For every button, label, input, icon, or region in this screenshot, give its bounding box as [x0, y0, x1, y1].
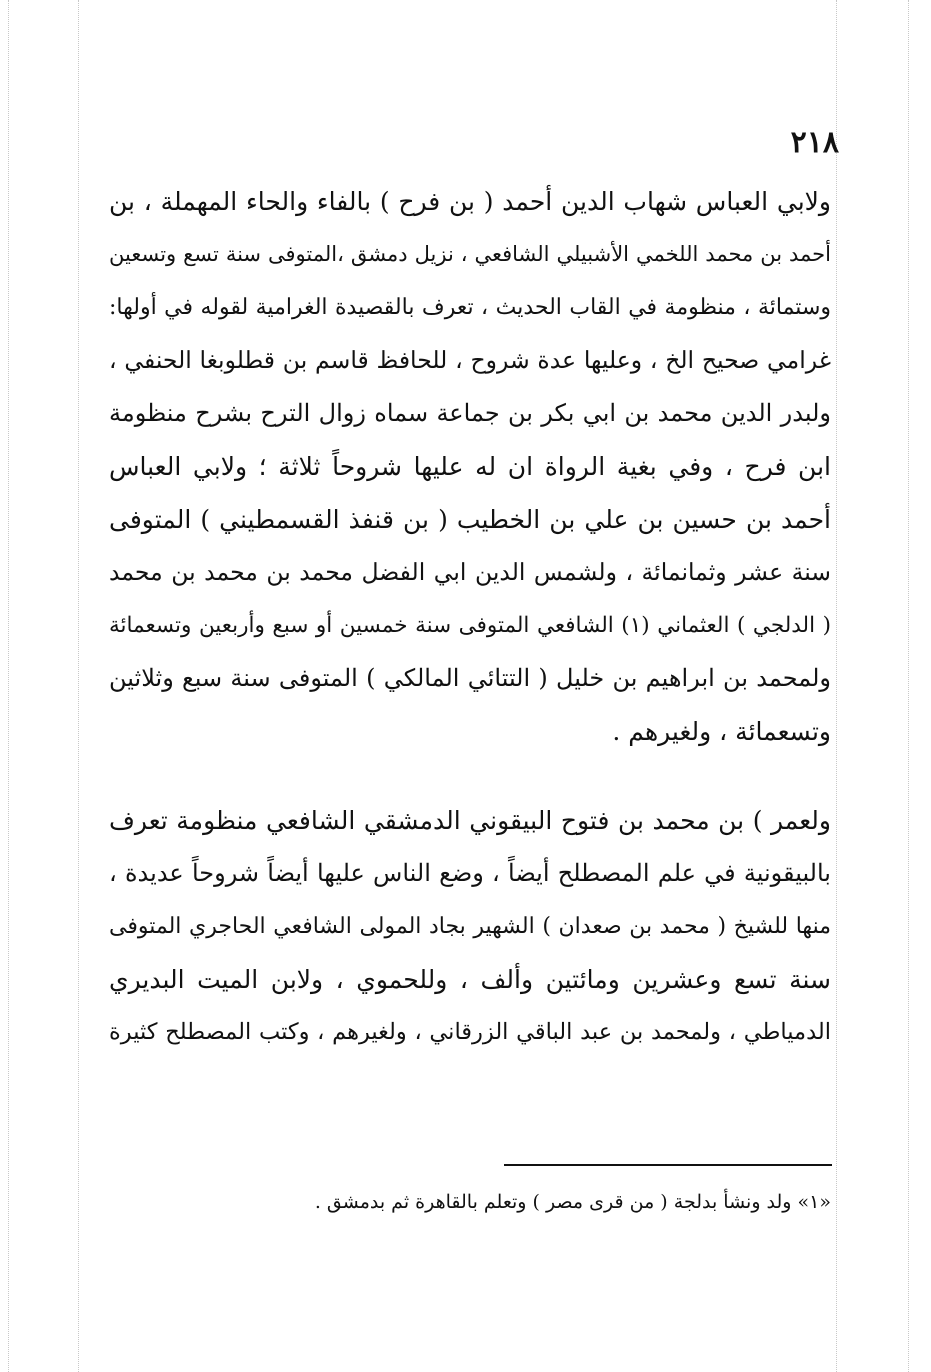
text-line: وتسعمائة ، ولغيرهم .: [612, 717, 831, 746]
text-line: بالبيقونية في علم المصطلح أيضاً ، وضع الناس عليها أيضاً شروحاً عديدة ،: [109, 859, 831, 887]
text-line: الدمياطي ، ولمحمد بن عبد الباقي الزرقاني ، ولغيرهم ، وكتب المصطلح كثيرة: [109, 1019, 831, 1045]
text-line: ولمحمد بن ابراهيم بن خليل ( التتائي المالكي ) المتوفى سنة سبع وثلاثين: [109, 664, 831, 692]
footnote-divider: [504, 1164, 832, 1166]
text-line: ابن فرح ، وفي بغية الرواة ان له عليها شروحاً ثلاثة ؛ ولابي العباس: [109, 452, 831, 481]
text-line: ولبدر الدين محمد بن ابي بكر بن جماعة سماه زوال الترح بشرح منظومة: [109, 399, 831, 427]
scan-guide-line: [908, 0, 909, 1372]
text-line: سنة تسع وعشرين ومائتين وألف ، وللحموي ، ولابن الميت البديري: [109, 965, 831, 994]
text-line: ولعمر ) بن محمد بن فتوح البيقوني الدمشقي الشافعي منظومة تعرف: [109, 806, 831, 835]
scan-guide-line: [78, 0, 79, 1372]
footnote: «١» ولد ونشأ بدلجة ( من قرى مصر ) وتعلم بالقاهرة ثم بدمشق .: [314, 1191, 831, 1213]
paragraph: [109, 175, 831, 758]
scan-guide-line: [836, 0, 837, 1372]
text-line: غرامي صحيح الخ ، وعليها عدة شروح ، للحافظ قاسم بن قطلوبغا الحنفي ،: [109, 346, 831, 374]
text-line: أحمد بن محمد اللخمي الأشبيلي الشافعي ، نزيل دمشق ،المتوفى سنة تسع وتسعين: [109, 242, 831, 266]
text-line: أحمد بن حسين بن علي بن الخطيب ( بن قنفذ القسمطيني ) المتوفى: [109, 505, 831, 534]
text-line: منها للشيخ ( محمد بن صعدان ) الشهير بجاد المولى الشافعي الحاجري المتوفى: [109, 914, 831, 939]
text-line: ولابي العباس شهاب الدين أحمد ( بن فرح ) بالفاء والحاء المهملة ، بن: [109, 187, 831, 216]
page-number: ٢١٨: [790, 125, 839, 160]
paragraph: [109, 794, 831, 1059]
body-text: [109, 175, 831, 1059]
text-line: ( الدلجي ) العثماني (١) الشافعي المتوفى سنة خمسين أو سبع وأربعين وتسعمائة: [109, 613, 831, 638]
text-line: وستمائة ، منظومة في القاب الحديث ، تعرف بالقصيدة الغرامية لقوله في أولها:: [109, 295, 831, 320]
scan-guide-line: [8, 0, 9, 1372]
text-line: سنة عشر وثمانمائة ، ولشمس الدين ابي الفضل محمد بن محمد بن محمد: [109, 558, 831, 586]
